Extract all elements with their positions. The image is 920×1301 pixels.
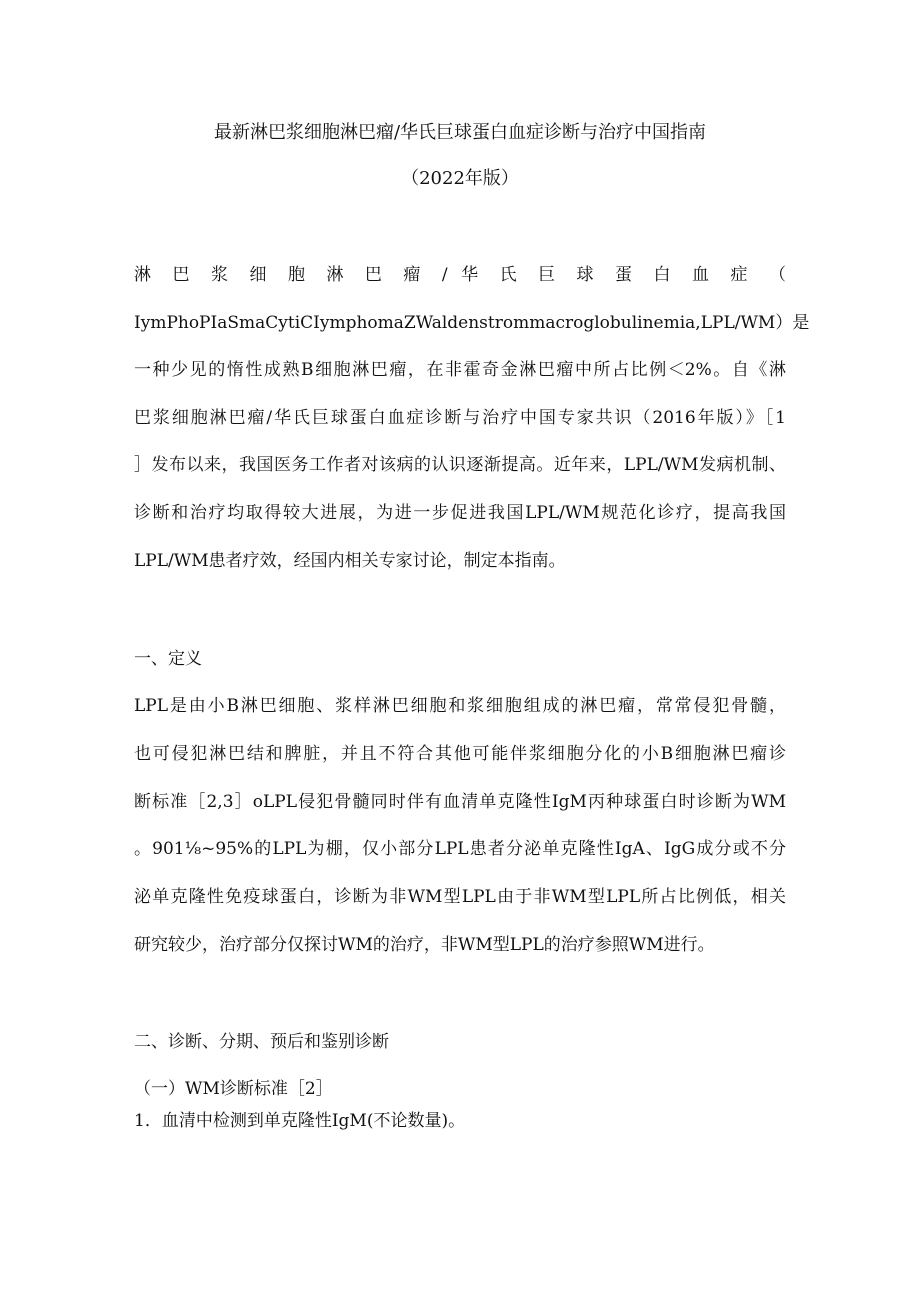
section-heading-definition: 一、定义 [134, 649, 202, 669]
definition-line: 研究较少，治疗部分仅探讨WM的治疗，非WM型LPL的治疗参照WM进行。 [134, 935, 715, 955]
document-subtitle: （2022年版） [401, 168, 519, 189]
definition-line: 断标准［2,3］oLPL侵犯骨髓同时伴有血清单克隆性IgM丙种球蛋白时诊断为WM [134, 792, 786, 812]
intro-line: LPL/WM患者疗效，经国内相关专家讨论，制定本指南。 [134, 551, 566, 571]
intro-line: 淋 巴 浆 细 胞 淋 巴 瘤 / 华 氏 巨 球 蛋 白 血 症 （ [134, 265, 786, 285]
intro-line: 诊断和治疗均取得较大进展，为进一步促进我国LPL/WM规范化诊疗，提高我国 [134, 503, 786, 523]
intro-line: ］发布以来，我国医务工作者对该病的认识逐渐提高。近年来，LPL/WM发病机制、 [134, 455, 786, 475]
definition-line: 。901⅛~95%的LPL为棚，仅小部分LPL患者分泌单克隆性IgA、IgG成分或不分 [134, 839, 786, 859]
document-title: 最新淋巴浆细胞淋巴瘤/华氏巨球蛋白血症诊断与治疗中国指南 [213, 122, 707, 143]
subsection-heading-wm-criteria: （一）WM诊断标准［2］ [134, 1079, 333, 1099]
criteria-item: 1．血清中检测到单克隆性IgM(不论数量)。 [134, 1111, 466, 1131]
definition-line: 泌单克隆性免疫球蛋白，诊断为非WM型LPL由于非WM型LPL所占比例低，相关 [134, 887, 786, 907]
section-heading-diagnosis: 二、诊断、分期、预后和鉴别诊断 [134, 1032, 389, 1052]
definition-line: 也可侵犯淋巴结和脾脏，并且不符合其他可能伴浆细胞分化的小B细胞淋巴瘤诊 [134, 744, 786, 764]
intro-line: 一种少见的惰性成熟B细胞淋巴瘤，在非霍奇金淋巴瘤中所占比例＜2%。自《淋 [134, 360, 786, 380]
intro-line: IymPhoPIaSmaCytiCIymphomaZWaldenstrommacroglobulinemia,LPL/WM）是 [134, 313, 810, 333]
definition-line: LPL是由小B淋巴细胞、浆样淋巴细胞和浆细胞组成的淋巴瘤，常常侵犯骨髓， [134, 696, 786, 716]
intro-line: 巴浆细胞淋巴瘤/华氏巨球蛋白血症诊断与治疗中国专家共识（2016年版）》［1 [134, 408, 786, 428]
